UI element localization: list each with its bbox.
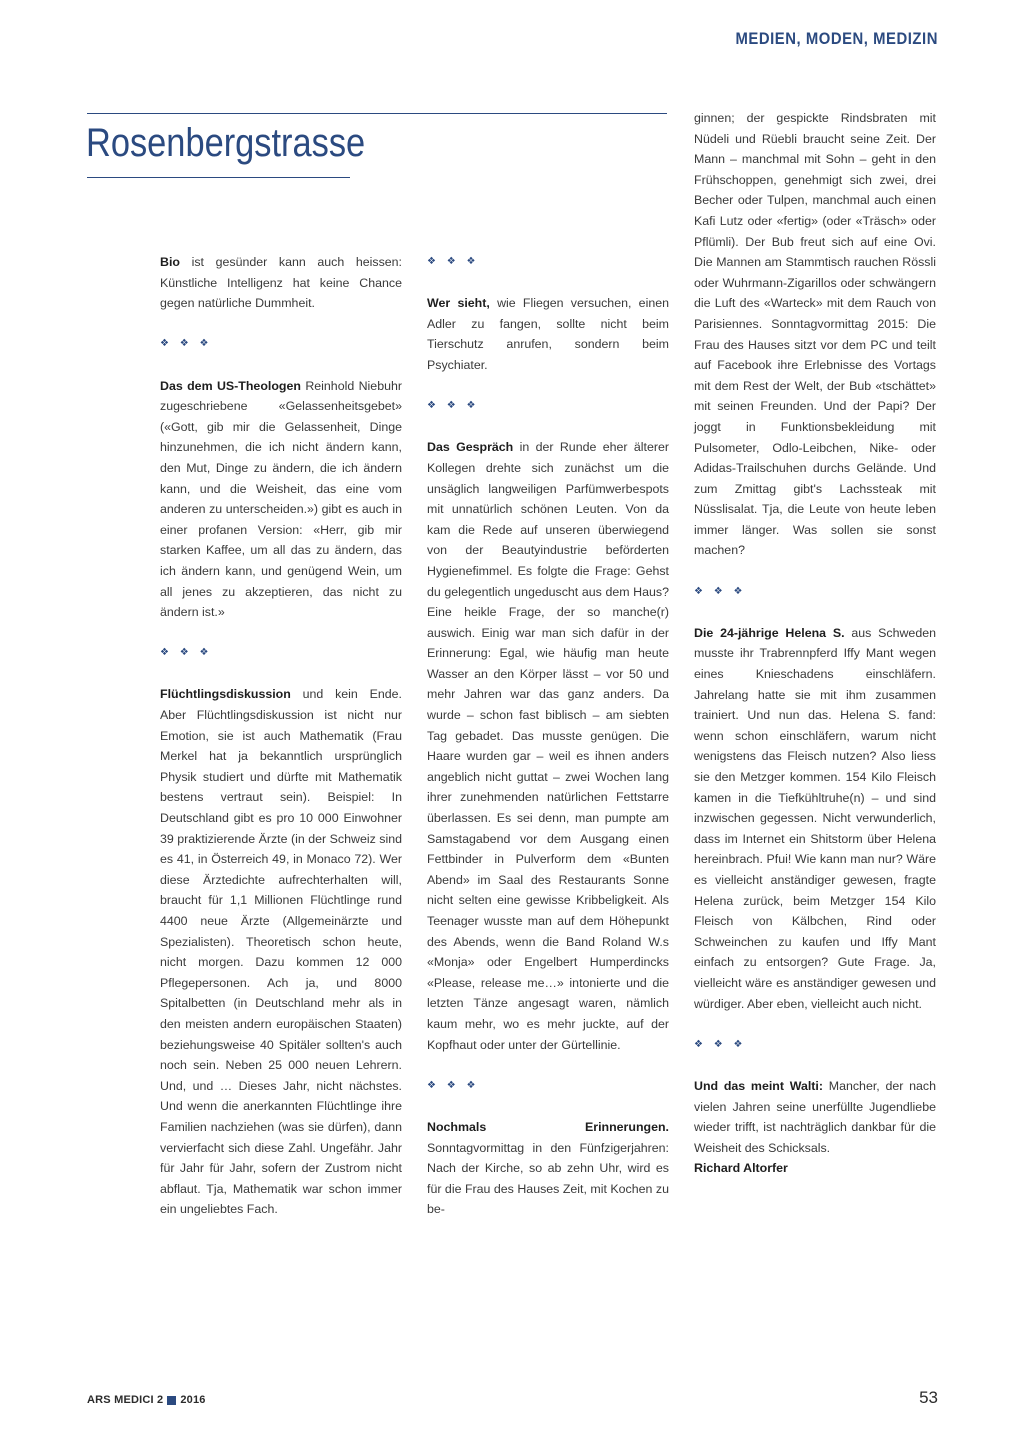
page-title: Rosenbergstrasse (86, 121, 366, 165)
paragraph-lead: Bio (160, 255, 180, 269)
paragraph-lead: Das dem US-Theologen (160, 378, 301, 393)
journal-footer (87, 1394, 206, 1406)
page-number: 53 (919, 1388, 938, 1407)
paragraph-lead: Und das meint Walti: (694, 1078, 823, 1093)
paragraph-lead: Nochmals Erinnerungen. (427, 1119, 669, 1134)
paragraph-text: aus Schweden musste ihr Trabrennpferd Iffy Mant wegen eines Knieschadens einschläfern. Jahrelang hatte sie mit ihm zusammen trainiert. Und nun das. Helena S. fand: wenn schon einschläfern, warum nicht wenigstens das Fleisch nutzen? Also liess sie den Metzger kommen. 154 Kilo Fleisch kamen in die Tiefkühltruhe(n) – und sind inzwischen gegessen. Nicht verwunderlich, dass im Internet ein Shitstorm über Helena hereinbrach. Pfui! Wie kann man nur? Wäre es vielleicht anständiger gewesen, fragte Helena zurück, beim Metzger 154 Kilo Fleisch von Kälbchen, Rind oder Schweinchen zu kaufen und Iffy Mant einfach zu entsorgen? Gute Frage. Ja, vielleicht wäre es anständiger gewesen und würdiger. Aber eben, vielleicht auch nicht. (694, 625, 937, 1011)
separator-ornament: ❖ ❖ ❖ (427, 256, 480, 267)
journal-year: 2016 (180, 1394, 206, 1406)
paragraph-fluechtlingsdiskussion (160, 684, 402, 1219)
paragraph-wer-sieht (427, 293, 669, 375)
paragraph-text: Reinhold Niebuhr zugeschriebene «Gelassenheitsgebet» («Gott, gib mir die Gelassenheit, Dinge hinzunehmen, die ich nicht ändern kann, den Mut, Dinge zu ändern, die ich ändern kann, und die Weisheit, das eine vom anderen zu unterscheiden.») gibt es auch in einer profanen Version: «Herr, gib mir starken Kaffee, um all das zu ändern, das ich ändern kann, und genügend Wein, um all jenes zu akzeptieren, das nicht zu ändern ist.» (160, 378, 402, 620)
separator-ornament: ❖ ❖ ❖ (160, 647, 213, 659)
paragraph-lead: Das Gespräch (427, 440, 514, 455)
journal-name: ARS MEDICI 2 (87, 1394, 164, 1406)
paragraph-lead: Flüchtlingsdiskussion (160, 687, 291, 702)
paragraph-text: und kein Ende. Aber Flüchtlingsdiskussion ist nicht nur Emotion, sie ist auch Mathematik (Frau Merkel hat ja bekanntlich ursprünglich Physik studiert und dürfte mit Mathematik bestens vertraut sein). Beispiel: In Deutschland gibt es pro 10 000 Einwohner 39 praktizierende Ärzte (in der Schweiz sind es 41, in Österreich 49, in Monaco 72). Wer diese Ärztedichte aufrechterhalten will, braucht für 1,1 Millionen Flüchtlinge rund 4400 neue Ärzte (Allgemeinärzte und Spezialisten). Theoretisch schon heute, nicht morgen. Dazu kommen 12 000 Pflegepersonen. Ach ja, und 8000 Spitalbetten (in Deutschland mehr als in den meisten andern europäischen Staaten) beziehungsweise 40 Spitäler sollten's auch noch sein. Neben 25 000 neuen Lehrern. Und, und … Dieses Jahr, nicht nächstes. Und wenn die anerkannten Flüchtlinge ihre Familien nachziehen (was sie dürfen), dann vervierfacht sich diese Zahl. Ungefähr. Jahr für Jahr für Jahr, sofern der Zustrom nicht abflaut. Tja, Mathematik war schon immer ein ungeliebtes Fach. (160, 687, 402, 1217)
paragraph-continuation (694, 108, 936, 561)
square-icon (167, 1396, 176, 1405)
column-1 (160, 252, 402, 1220)
separator-ornament: ❖ ❖ ❖ (694, 585, 747, 597)
separator-ornament: ❖ ❖ ❖ (160, 338, 213, 350)
separator-ornament: ❖ ❖ ❖ (427, 400, 480, 412)
paragraph-helena (694, 623, 936, 1014)
paragraph-erinnerungen (427, 1117, 669, 1220)
paragraph-gespraech (427, 437, 669, 1055)
section-label: MEDIEN, MODEN, MEDIZIN (735, 30, 938, 48)
paragraph-bio (160, 252, 402, 314)
paragraph-text: wie Fliegen versuchen, einen Adler zu fangen, sollte nicht beim Tierschutz anrufen, sondern beim Psychiater. (427, 296, 669, 372)
paragraph-lead: Wer sieht, (427, 296, 490, 311)
paragraph-text: Mancher, der nach vielen Jahren seine unerfüllte Jugendliebe wieder trifft, ist nachträglich dankbar für die Weisheit des Schicksals. (694, 1078, 936, 1155)
title-underline (87, 177, 350, 178)
separator-ornament: ❖ ❖ ❖ (427, 1079, 480, 1091)
author-name: Richard Altorfer (694, 1161, 788, 1176)
top-rule (87, 113, 667, 114)
paragraph-text: ist gesünder kann auch heissen: Künstliche Intelligenz hat keine Chance gegen natürliche Dummheit. (160, 255, 402, 311)
column-2 (427, 252, 669, 1220)
paragraph-text: in der Runde eher älterer Kollegen drehte sich zunächst um die unsäglich langweiligen Parfümwerbespots mit unnatürlich schönen Leuten. Von da kam die Rede auf unseren überwiegend von der Beautyindustrie beförderten Hygienefimmel. Es folgte die Frage: Gehst du gelegentlich ungeduscht aus dem Haus? Eine heikle Frage, der so manche(r) auswich. Einig war man sich dafür in der Erinnerung: Egal, wie häufig man heute Wasser an den Körper lässt – vor 50 und mehr Jahren war das ganz anders. Da wurde – schon fast biblisch – am siebten Tag gebadet. Das musste genügen. Die Haare wurden gar – weil es ihnen anders angeblich nicht guttat – zwei Wochen lang ihrer zunehmenden natürlichen Fettstarre überlassen. Es sei denn, man pumpte am Samstagabend vor dem Ausgang einen Fettbinder in Pulverform dem «Bunten Abend» im Saal des Restaurants Sonne nicht selten eine gewisse Kribbeligkeit. Als Teenager wusste man auf dem Höhepunkt des Abends, wenn die Band Roland W.s «Monja» oder Engelbert Humperdincks «Please, release me…» intonierte und die letzten Tänze angesagt waren, nämlich kaum mehr, wo es mehr juckte, auf der Kopfhaut oder unter der Gürtellinie. (427, 440, 669, 1052)
separator-ornament: ❖ ❖ ❖ (694, 1038, 747, 1050)
paragraph-gelassenheitsgebet (160, 376, 402, 623)
paragraph-text: ginnen; der gespickte Rindsbraten mit Nüdeli und Rüebli braucht seine Zeit. Der Mann – manchmal mit Sohn – geht in den Frühschoppen, genehmigt sich zwei, drei Becher oder Tulpen, manchmal auch einen Kafi Lutz oder «fertig» (oder «Träsch» oder Pflümli). Der Bub freut sich auf eine Ovi. Die Mannen am Stammtisch rauchen Rössli oder Wuhrmann-Zigarillos oder schwängern die Luft des «Warteck» mit dem Rauch von Parisiennes. Sonntagvormittag 2015: Die Frau des Hauses sitzt vor dem PC und teilt auf Facebook ihre Erlebnisse des Vortags mit dem Rest der Welt, der Bub «tschättet» mit seinen Freunden. Und der Papi? Der joggt in Funktionsbekleidung mit Pulsometer, Odlo-Leibchen, Nike- oder Adidas-Trailschuhen durchs Gelände. Und zum Zmittag gibt's Lachssteak mit Nüsslisalat. Tja, die Leute von heute leben immer länger. Was sollen sie sonst machen? (694, 111, 936, 558)
paragraph-text: Sonntagvormittag in den Fünfzigerjahren: Nach der Kirche, so ab zehn Uhr, wird es für die Frau des Hauses Zeit, mit Kochen zu be- (427, 1140, 669, 1217)
paragraph-walti (694, 1076, 936, 1158)
paragraph-lead: Die 24-jährige Helena S. (694, 625, 845, 640)
column-3 (694, 108, 936, 1199)
